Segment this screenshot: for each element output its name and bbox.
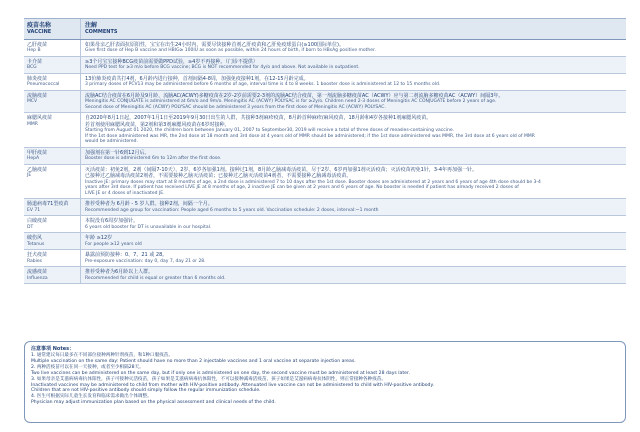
comments-header-zh: 注解 <box>85 22 98 29</box>
vaccine-name-zh: 麻腮风疫苗 <box>27 115 53 122</box>
comments-cell <box>80 113 626 147</box>
vaccine-name-cell <box>24 91 80 113</box>
vaccine-header-zh: 疫苗名称 <box>27 22 52 29</box>
comment-line: would be administered. <box>85 139 138 145</box>
comments-cell <box>80 250 626 266</box>
table-row <box>24 74 626 91</box>
comment-line: Inactive JE: primary doses may start at 8 months of age, a 2nd dose is administered 7 to 10 days after the 1st dose. Booster doses are administered at 2 years and 6 years of age 4th dose should be 3-4 <box>85 179 541 185</box>
vaccine-name-cell <box>24 40 80 56</box>
comment-line: years after 3rd dose. If patient has received LIVE JE at 8 months of age, 2 inactive JE can be given at 2 years and 6 years of age. No booster is needed if patient has already received 2 doses of <box>85 185 519 191</box>
notes-title: 注意事项 Notes： <box>31 346 75 352</box>
vaccine-name-en: MCV <box>27 98 38 104</box>
vaccine-name-zh: 肠道病毒71型疫苗 <box>27 201 69 208</box>
vaccine-name-cell <box>24 74 80 90</box>
vaccine-name-en: JE <box>27 173 32 179</box>
vaccine-table <box>24 18 626 284</box>
table-row <box>24 267 626 284</box>
vaccine-name-cell <box>24 267 80 283</box>
comment-line: 若首剂使用麻腮风疫苗，第2剂和第3剂麻腮风疫苗在6岁时接种。 <box>85 121 230 128</box>
notes-box <box>24 341 626 423</box>
vaccine-name-cell <box>24 148 80 164</box>
comment-line: 加强剂在第一针6到12月后。 <box>85 149 150 156</box>
comment-line: LIVE JE or 4 doses of inactivated JE. <box>85 190 165 196</box>
comment-line: 年龄 ≥12岁 <box>85 235 113 242</box>
comment-line: 6 years old booster for DT is unavailable in our hospital. <box>85 224 212 230</box>
table-body <box>24 40 626 285</box>
table-row <box>24 148 626 165</box>
comments-cell <box>80 199 626 215</box>
vaccine-name-cell <box>24 113 80 147</box>
vaccine-name-zh: 甲肝疫苗 <box>27 149 48 156</box>
table-row <box>24 250 626 267</box>
vaccine-name-cell <box>24 250 80 266</box>
vaccine-name-cell <box>24 165 80 199</box>
comments-cell <box>80 74 626 90</box>
note-line: Two live vaccines can be administered on the same day, but if only one is administered on one day, the second vaccine must be administered at least 28 days later. <box>31 370 410 376</box>
table-row <box>24 165 626 200</box>
comment-line: 3 primary doses of PCV13 may be administered before 6 months of age, interval time is 4 to 8 weeks. 1 booster dose is administered at 12 to 15 months old. <box>85 81 441 87</box>
comment-line: 13价肺炎疫苗共打4剂，6月龄内进行接种，首剂间隔4-8周，加强免疫接种1剂，在12-15月龄完成。 <box>85 75 309 82</box>
comment-line: Starting from August 01 2020, the children born between January 01, 2007 to September30, 2019 will receive a total of three doses of measles-containing vaccine. <box>85 127 455 133</box>
note-line: 1. 通常建议每日最多在不同部位接种两种针剂疫苗，和1种口服疫苗。 <box>31 353 173 358</box>
vaccine-column-header <box>24 19 80 39</box>
note-line: Children that are not HIV-positive antibody should simply follow the regular immunization schedule. <box>31 388 261 394</box>
vaccine-name-en: EV 71 <box>27 207 41 213</box>
vaccine-name-en: DT <box>27 224 34 230</box>
table-row <box>24 91 626 114</box>
note-line: 4. 医生可根据实际儿童生长发育和临床需求做出个体调整。 <box>31 394 152 400</box>
comment-line: 本院没有6周岁加强针。 <box>85 218 139 225</box>
comments-cell <box>80 165 626 199</box>
vaccine-name-zh: 流脑疫苗 <box>27 92 48 99</box>
comment-line: Need PPD test for ≥3 m/o before BCG vaccine; BCG is NOT recommended for 4y/o and above. Not available in outpatient. <box>85 64 360 70</box>
comment-line: Pre-exposure vaccination: day 0, day 7, day 21 or 28. <box>85 258 206 264</box>
vaccine-name-zh: 乙肝疫苗 <box>27 41 48 48</box>
vaccine-header-en: VACCINE <box>27 29 52 35</box>
vaccine-name-en: MMR <box>27 121 38 127</box>
table-row <box>24 40 626 57</box>
vaccine-name-cell <box>24 199 80 215</box>
vaccine-name-zh: 乙脑疫苗 <box>27 166 48 173</box>
comment-line: 自2020年8月1日起，2007年1月1日至2019年9月30日出生的人群，共接种3剂麻疹疫苗，8月龄首种麻疹/麻风疫苗，18月龄和4岁各接种1剂麻腮风疫苗。 <box>85 115 432 122</box>
vaccine-name-zh: 流感疫苗 <box>27 269 48 276</box>
comments-cell <box>80 148 626 164</box>
table-row <box>24 57 626 74</box>
vaccine-name-en: BCG <box>27 64 37 70</box>
vaccine-name-en: Tetanus <box>27 241 45 247</box>
comment-line: Booster dose is administered 6m to 12m after the first dose. <box>85 156 222 162</box>
comment-line: For people ≥12 years old <box>85 241 142 247</box>
vaccine-name-en: Pneumococcal <box>27 81 60 87</box>
vaccine-name-en: Rabies <box>27 258 43 264</box>
note-line: Multiple vaccination on the same day: Patient should have no more than 2 injectable vaccines and 1 oral vaccine at separate injection areas. <box>31 358 356 364</box>
comments-cell <box>80 216 626 232</box>
table-row <box>24 233 626 250</box>
table-row <box>24 113 626 148</box>
note-line: 2. 两种活疫苗可以在同一天接种，或者至少相隔28天。 <box>31 364 144 370</box>
comments-cell <box>80 57 626 73</box>
comments-cell <box>80 267 626 283</box>
note-line: 3. 如果母亲是艾滋病病毒抗体阳性，孩子可接种灭活疫苗，孩子如果是艾滋病病毒抗体阳性，不可以接种减毒活疫苗，孩子如果是艾滋病病毒抗体阴性，则正常接种各种疫苗。 <box>31 376 386 382</box>
vaccine-name-zh: 白破疫苗 <box>27 218 48 225</box>
comment-line: Recommended age group for vaccination: People aged 6 months to 5 years old. Vaccination schedule: 2 doses, interval:~1 month <box>85 207 379 213</box>
vaccine-name-cell <box>24 216 80 232</box>
vaccine-name-en: Hep B <box>27 47 41 53</box>
vaccine-name-zh: 破伤风 <box>27 235 43 242</box>
comments-header-en: COMMENTS <box>85 29 118 35</box>
vaccine-name-zh: 肺炎疫苗 <box>27 75 48 82</box>
vaccine-name-cell <box>24 57 80 73</box>
comments-cell <box>80 91 626 113</box>
comment-line: If the 1st dose administered was MR, the 2nd dose at 18 month and 3rd dose at 4 years old of MMR should be administered; if the 1st dose administered was MMR, the 3rd dose at 6 years old of MMR <box>85 133 535 139</box>
comments-cell <box>80 233 626 249</box>
comment-line: Meningitis AC CONJUGATE is administered at 6m/o and 9m/o. Meningitis AC (ACWY) POLYSAC is for ≥2y/o. Children need 2-3 doses of Meningitis AC CONJUGATE before 2 years of age. <box>85 98 497 104</box>
comment-line: Recommended for child is equal or greater than 6 months old. <box>85 275 226 281</box>
vaccine-name-zh: 狂犬疫苗 <box>27 252 48 259</box>
comment-line: 已接种过乙脑减毒活疫苗2剂者，不需要接种乙脑灭活疫苗；已接种过乙脑灭活疫苗4剂者，不需要接种乙脑减毒活疫苗。 <box>85 173 352 180</box>
comment-line: 流脑AC结合疫苗在6月龄及9月龄，流脑AC(ACWY)多糖疫苗在2岁-2岁前需要2-3剂的流脑AC结合疫苗，第一剂流脑多糖疫苗AC（ACWY）应与第二剂流脑多糖疫苗AC（ACWY）间隔3年。 <box>85 92 504 99</box>
comments-column-header <box>80 19 626 39</box>
comment-line: 推荐受种者为6月龄以上人群。 <box>85 269 154 276</box>
table-header-row <box>24 19 626 40</box>
comment-line: Give first dose of Hep B vaccine and HBIG≥ 100IU as soon as possible, within 24 hours of birth, if born to HBsAg positive mother. <box>85 47 376 53</box>
comment-line: ≥3个月宝宝接种BCG疫苗前需要做PPD试验，≥4岁不再接种。（门诊不提供） <box>85 58 258 65</box>
comment-line: 推荐受种者为 6月龄 - 5 岁人群。接种2剂，间隔一个月。 <box>85 201 213 208</box>
vaccine-name-en: HepA <box>27 156 40 162</box>
note-line: Physician may adjust immunization plan based on the physical assessment and clinical needs of the child. <box>31 400 276 406</box>
note-line: Inactivated vaccines may be administered to child from mother with HIV-positive antibody. Attenuated live vaccine can not be administered to child with HIV-positive antibody. <box>31 382 434 388</box>
comment-line: 暴露前预防接种：0、7、21 或 28。 <box>85 252 168 259</box>
table-row <box>24 216 626 233</box>
notes-list <box>31 353 619 406</box>
comments-cell <box>80 40 626 56</box>
comment-line: 灭活疫苗：初免2剂，2剂（间隔7-10天），2岁、6岁各加强1剂。接种过1剂，8月龄乙脑减毒活疫苗，尽于2岁、6岁再加强1剂灭活疫苗；灭活疫苗初免1针，3-4年再加强一针。 <box>85 166 478 173</box>
table-row <box>24 199 626 216</box>
vaccine-name-zh: 卡介苗 <box>27 58 43 65</box>
vaccine-name-en: Influenza <box>27 275 48 281</box>
comment-line: 如果母亲乙肝表面抗原阳性，宝宝在出生24小时内，需要尽快接种首剂乙肝疫苗和乙肝免疫球蛋白(≥100国际单位)。 <box>85 41 345 48</box>
vaccine-name-cell <box>24 233 80 249</box>
comment-line: Second dose of Meningitis AC (ACWY) POLYSAC should be administered 3 years from the first dose of Meningitis AC (ACWY) POLYSAC. <box>85 104 386 110</box>
